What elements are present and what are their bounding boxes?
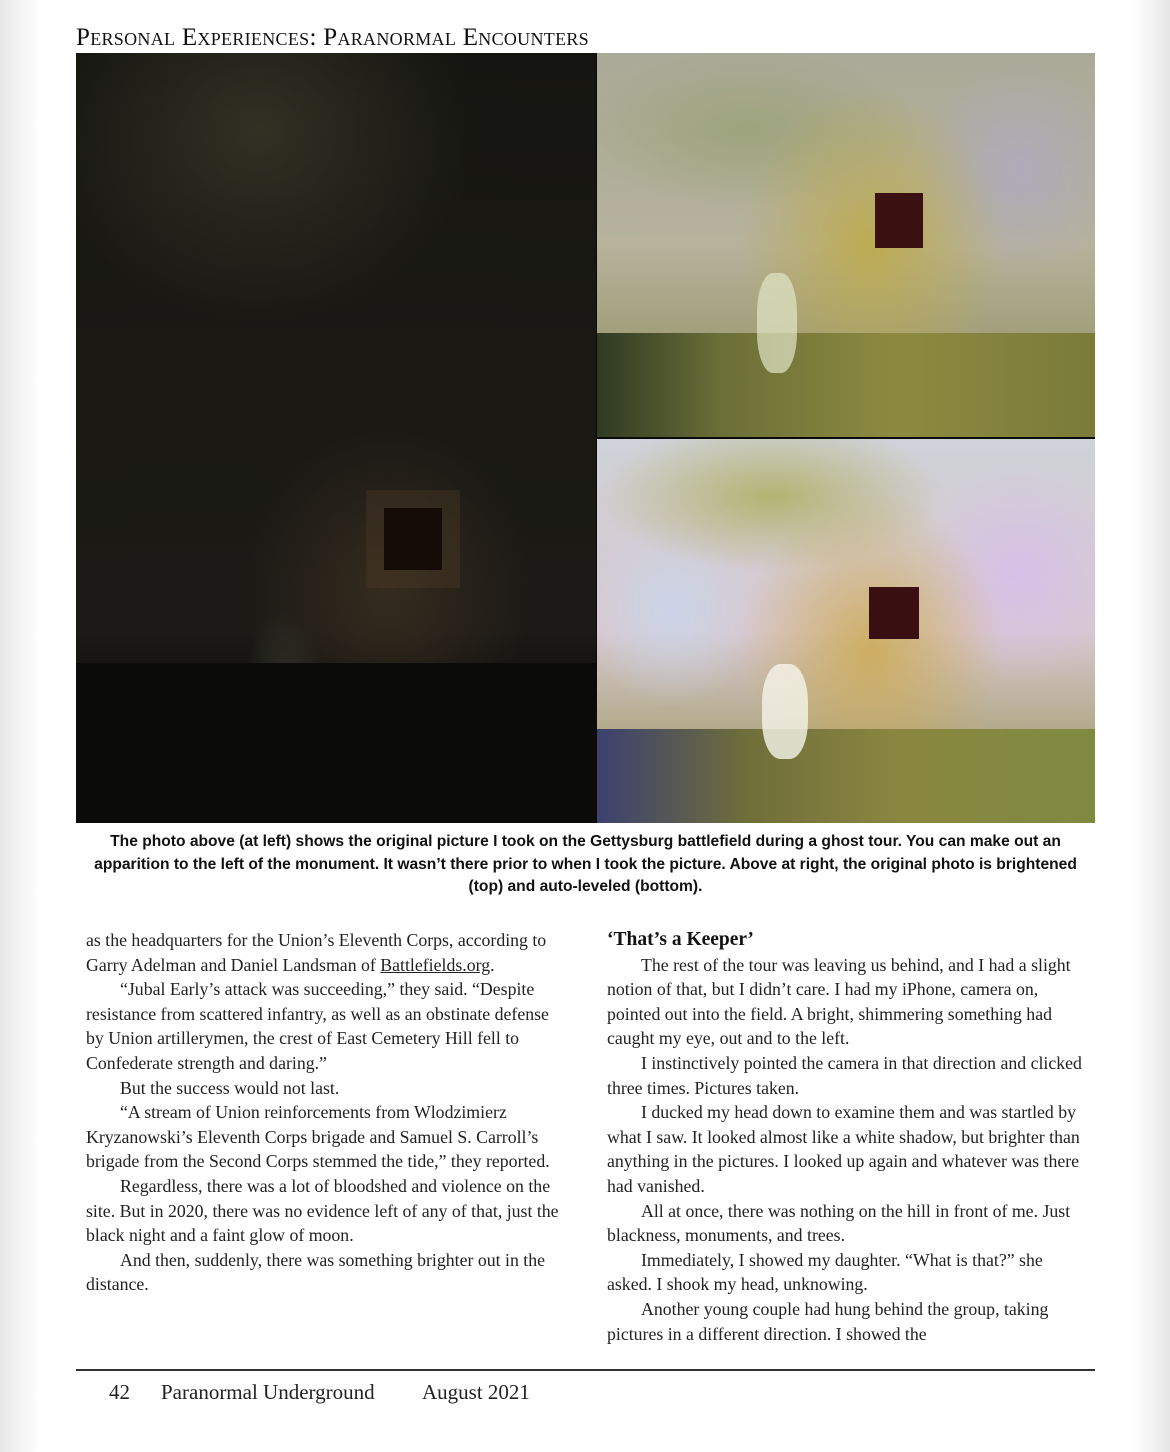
monument-window (875, 193, 923, 248)
paragraph: “A stream of Union reinforcements from Wlodzimierz Kryzanowski’s Eleventh Corps brigade and Samuel S. Carroll’s brigade from the Second Corps stemmed the tide,” they reported. (86, 1102, 550, 1172)
monument-window (384, 508, 442, 570)
page-number: 42 (109, 1380, 130, 1404)
photo-brightened (597, 53, 1095, 437)
paragraph: I ducked my head down to examine them and was startled by what I saw. It looked almost like a white shadow, but brighter than anything in the pictures. I looked up again and whatever was there had vanished. (607, 1102, 1080, 1196)
battlefields-link[interactable]: Battlefields.org (380, 954, 491, 975)
issue-date: August 2021 (422, 1380, 530, 1404)
photo-ground (597, 729, 1095, 823)
photo-caption: The photo above (at left) shows the original picture I took on the Gettysburg battlefield during a ghost tour. You can make out an apparition to the left of the monument. It wasn’t there prior to when I took the picture. Above at right, the original photo is brightened (top) and auto-leveled (bottom). (94, 833, 1077, 895)
paragraph (86, 928, 562, 977)
paragraph: And then, suddenly, there was something brighter out in the distance. (86, 1249, 546, 1295)
publication-name: Paranormal Underground (161, 1380, 375, 1404)
photo-ground (597, 333, 1095, 437)
photo-original (76, 53, 596, 823)
paragraph: Immediately, I showed my daughter. “What is that?” she asked. I shook my head, unknowing. (607, 1249, 1043, 1295)
monument-window (869, 587, 919, 639)
paragraph: All at once, there was nothing on the hill in front of me. Just blackness, monuments, and trees. (607, 1200, 1071, 1246)
paragraph: The rest of the tour was leaving us behind, and I had a slight notion of that, but I didn’t care. I had my iPhone, camera on, pointed out into the field. A bright, shimmering something had caught my eye, out and to the left. (607, 954, 1071, 1049)
paragraph-text: . (490, 954, 495, 975)
photo-block (76, 53, 1095, 823)
paragraph: I instinctively pointed the camera in that direction and clicked three times. Pictures taken. (607, 1052, 1082, 1098)
apparition (762, 664, 808, 759)
paragraph: “Jubal Early’s attack was succeeding,” they said. “Despite resistance from scattered infantry, as well as an obstinate defense by Union artillerymen, the crest of East Cemetery Hill fell to Confederate strength and daring.” (86, 979, 549, 1073)
photo-horizon (76, 663, 596, 823)
paragraph: Another young couple had hung behind the group, taking pictures in a different direction. I showed the (607, 1298, 1049, 1344)
article-column-right (607, 928, 1089, 1346)
photo-auto-leveled (597, 439, 1095, 823)
paragraph-text: as the headquarters for the Union’s Eleventh Corps, according to Garry Adelman and Daniel Landsman of (86, 930, 547, 975)
section-heading: ‘That’s a Keeper’ (607, 929, 754, 950)
article-column-left (86, 928, 562, 1297)
footer-rule (76, 1369, 1095, 1371)
apparition (757, 273, 797, 373)
paragraph: But the success would not last. (120, 1077, 340, 1098)
page-edge-right (1132, 0, 1170, 1452)
paragraph: Regardless, there was a lot of bloodshed and violence on the site. But in 2020, there was no evidence left of any of that, just the black night and a faint glow of moon. (86, 1175, 559, 1246)
running-head: Personal Experiences: Paranormal Encounters (76, 24, 589, 51)
page-edge-left (0, 0, 40, 1452)
